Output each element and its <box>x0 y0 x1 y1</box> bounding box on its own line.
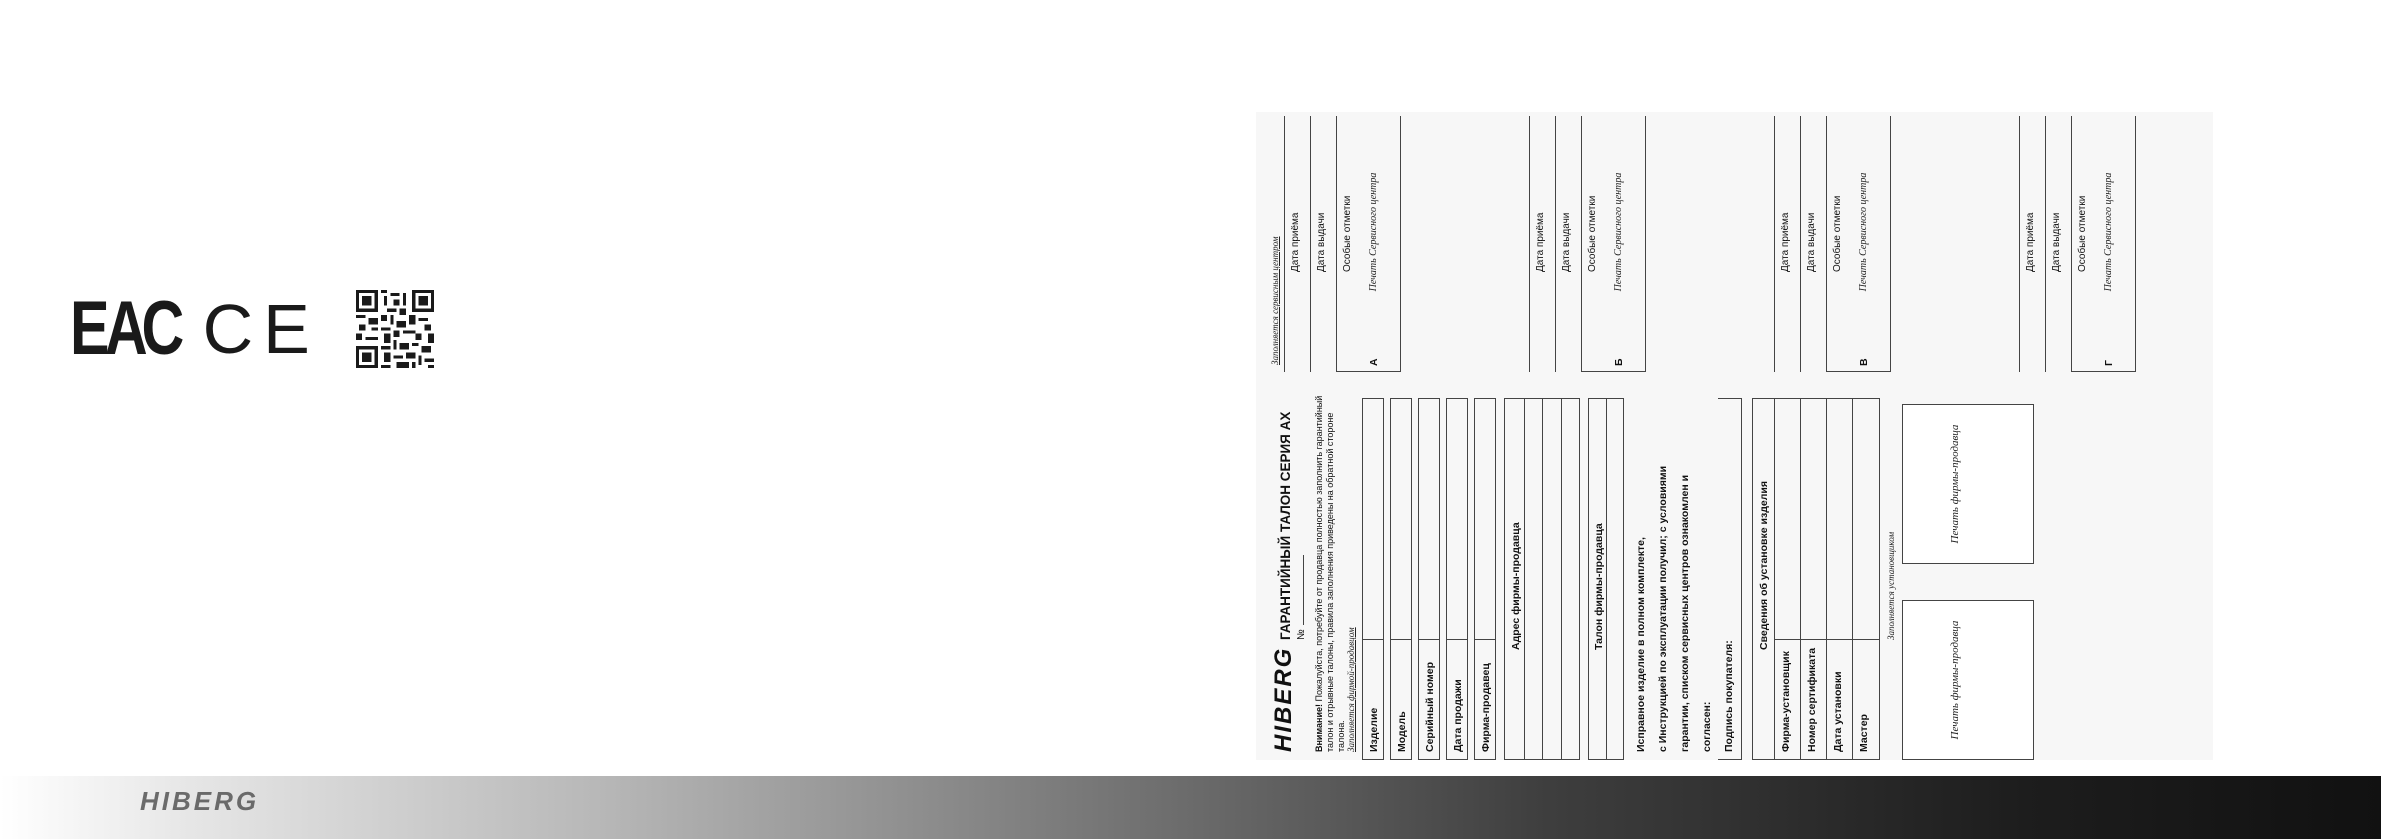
certification-marks <box>70 286 434 371</box>
coupon-d: Дата приёма Дата выдачи Особые отметки Печать Сервисного центра Г <box>2019 116 2199 372</box>
warranty-card <box>1256 112 2213 760</box>
coupon-a: Дата приёма Дата выдачи Особые отметки Печать Сервисного центра А <box>1284 116 1504 372</box>
service-coupons <box>1284 116 2199 372</box>
buyer-signature-box <box>1718 398 1742 760</box>
fill-by-service-note: Заполняется сервисным центром <box>1270 236 1280 365</box>
seller-stamp-box-2: Печать фирмы-продавца <box>1902 404 2034 564</box>
seller-stamp-box-1: Печать фирмы-продавца <box>1902 600 2034 760</box>
card-warning: Внимание! Пожалуйста, потребуйте от продавца полностью заполнить гарантийный талон и отрывные талоны, правила заполнения приведены на обратной стороне талона. <box>1314 395 1346 752</box>
card-number-label: № <box>1296 555 1307 640</box>
install-table: Сведения об установке изделия Фирма-установщик Номер сертификата Дата установки Мастер <box>1752 398 1880 760</box>
card-brand: HIBERG <box>1270 646 1297 752</box>
seller-coupon-table: Талон фирмы-продавца <box>1588 398 1624 760</box>
field-row-model: Модель <box>1390 398 1412 760</box>
buyer-consent: Исправное изделие в полном комплекте, с Инструкцией по эксплуатации получил; с условиями гарантии, списком сервисных центров ознакомлен и согласен: Подпись покупателя: <box>1635 465 1735 752</box>
eac-mark: ЕАС <box>70 286 180 371</box>
footer-logo: HIBERG <box>140 786 260 816</box>
field-row-product: Изделие <box>1362 398 1384 760</box>
coupon-b: Дата приёма Дата выдачи Особые отметки Печать Сервисного центра Б <box>1529 116 1749 372</box>
coupon-c: Дата приёма Дата выдачи Особые отметки Печать Сервисного центра В <box>1774 116 1994 372</box>
field-row-sale-date: Дата продажи <box>1446 398 1468 760</box>
fill-by-installer-note: Заполняется установщиком <box>1886 531 1896 640</box>
ce-mark: CE <box>202 290 320 368</box>
card-title: ГАРАНТИЙНЫЙ ТАЛОН СЕРИЯ АХ <box>1278 411 1293 640</box>
warranty-card-content <box>1256 112 2213 760</box>
field-row-serial: Серийный номер <box>1418 398 1440 760</box>
fill-by-seller-note: Заполняется фирмой-продавцом <box>1346 627 1356 752</box>
field-row-seller: Фирма-продавец <box>1474 398 1496 760</box>
seller-address-table: Адрес фирмы-продавца <box>1504 398 1580 760</box>
bottom-gradient-bar <box>0 776 2381 839</box>
qr-code-icon <box>356 290 434 368</box>
